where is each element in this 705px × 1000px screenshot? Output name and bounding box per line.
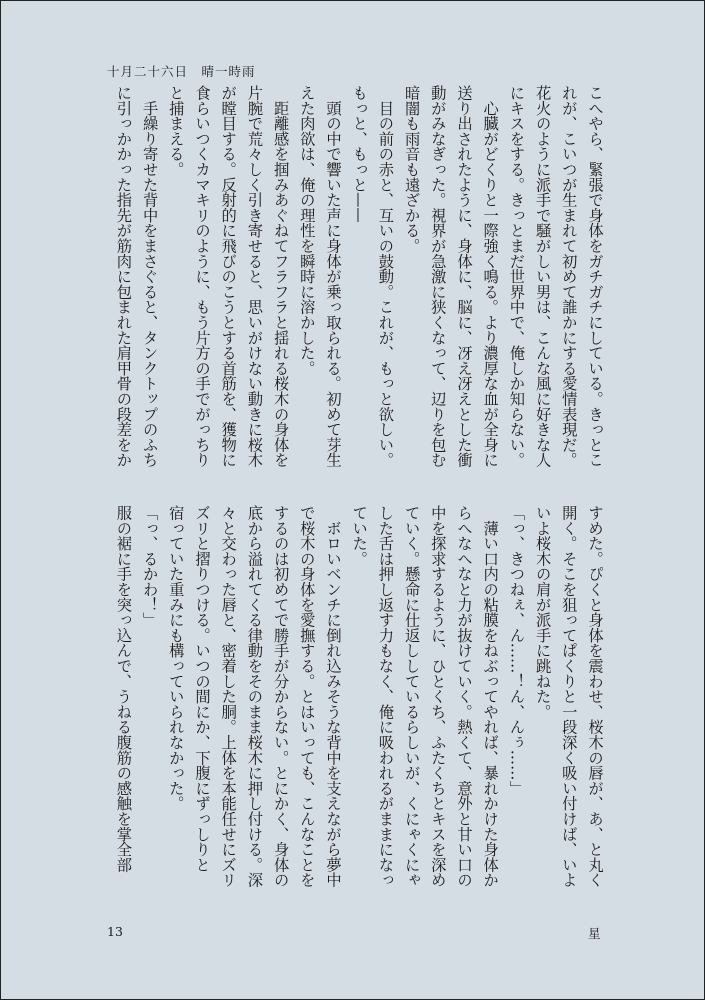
text-column: 服の裾に手を突っ込んで、うねる腹筋の感触を掌全部 <box>114 505 133 873</box>
text-column: 距離感を掴みあぐねてフラフラと揺れる桜木の身体を <box>271 85 290 468</box>
text-column: らへなへなと力が抜けていく。熱くて、意外と甘い口の <box>455 505 473 888</box>
text-column: 「っ、るかわ！」 <box>140 505 159 628</box>
text-column: が瞠目する。反射的に飛びのこうとする首筋を、獲物に <box>219 85 238 468</box>
text-column: 宿っていた重みにも構っていられなかった。 <box>166 505 185 811</box>
text-column: 送り出されたように、身体に、脳に、冴え冴えとした衝 <box>455 85 473 468</box>
text-column: 底から溢れてくる律動をそのまま桜木に押し付ける。深 <box>245 505 264 888</box>
text-column: と捕まえる。 <box>166 85 185 177</box>
text-column: ていく。懸命に仕返ししているらしいが、くにゃくにゃ <box>402 505 421 888</box>
text-column: にキスをする。きっとまだ世界中で、俺しか知らない。 <box>507 85 526 468</box>
text-column: 「っ、きつねぇ、ん……！ん、んぅ……」 <box>507 505 526 796</box>
text-column: で桜木の身体を愛撫する。とはいっても、こんなことを <box>297 505 316 888</box>
text-column: えた肉欲は、俺の理性を瞬時に溶かした。 <box>297 85 316 376</box>
text-column: ボロいベンチに倒れ込みそうな背中を支えながら夢中 <box>324 505 342 888</box>
page-header-date-weather: 十月二十六日 晴一時雨 <box>107 64 256 79</box>
text-column: 中を探求するように、ひとくち、ふたくちとキスを深め <box>428 505 447 888</box>
text-column: もっと、もっと—— <box>350 85 369 223</box>
text-column: すめた。ぴくと身体を震わせ、桜木の唇が、あ、と丸く <box>586 505 604 888</box>
text-column: 心臓がどくりと一際強く鳴る。より濃厚な血が全身に <box>481 85 500 468</box>
text-column: した舌は押し返す力もなく、俺に吸われるがままになっ <box>376 505 395 888</box>
text-column: 暗闇も雨音も遠ざかる。 <box>402 85 421 254</box>
text-column: するのは初めてで勝手が分からない。とにかく、身体の <box>271 505 290 888</box>
text-block-bottom <box>100 505 610 895</box>
text-column: 々と交わった唇と、密着した胴。上体を本能任せにズリ <box>219 505 238 888</box>
text-column: 食らいつくカマキリのように、もう片方の手でがっちり <box>193 85 211 468</box>
page-number: 13 <box>107 924 123 939</box>
text-column: いよ桜木の肩が派手に跳ねた。 <box>533 505 552 720</box>
text-column: 花火のように派手で騒がしい男は、こんな風に好きな人 <box>533 85 552 468</box>
text-column: 片腕で荒々しく引き寄せると、思いがけない動きに桜木 <box>245 85 264 468</box>
text-column: 動がみなぎった。視界が急激に狭くなって、辺りを包む <box>428 85 447 468</box>
text-column: れが、こいつが生まれて初めて誰かにする愛情表現だ。 <box>559 85 578 468</box>
text-block-top <box>100 85 610 475</box>
text-column: 頭の中で響いた声に身体が乗っ取られる。初めて芽生 <box>324 85 342 468</box>
text-column: ズリと摺りつける。いつの間にか、下腹にずっしりと <box>193 505 211 873</box>
text-column: 手繰り寄せた背中をまさぐると、タンクトップのふち <box>140 85 159 468</box>
text-column: こへやら、緊張で身体をガチガチにしている。きっとこ <box>586 85 604 468</box>
text-column: 目の前の赤と、互いの鼓動。これが、もっと欲しい。 <box>376 85 395 468</box>
author-mark: 星 <box>588 926 601 941</box>
text-column: 薄い口内の粘膜をねぶってやれば、暴れかけた身体か <box>481 505 500 888</box>
text-column: 開く。そこを狙ってぱくりと一段深く吸い付けば、いよ <box>559 505 578 888</box>
text-column: ていた。 <box>350 505 369 567</box>
text-column: に引っかかった指先が筋肉に包まれた肩甲骨の段差をか <box>114 85 133 468</box>
